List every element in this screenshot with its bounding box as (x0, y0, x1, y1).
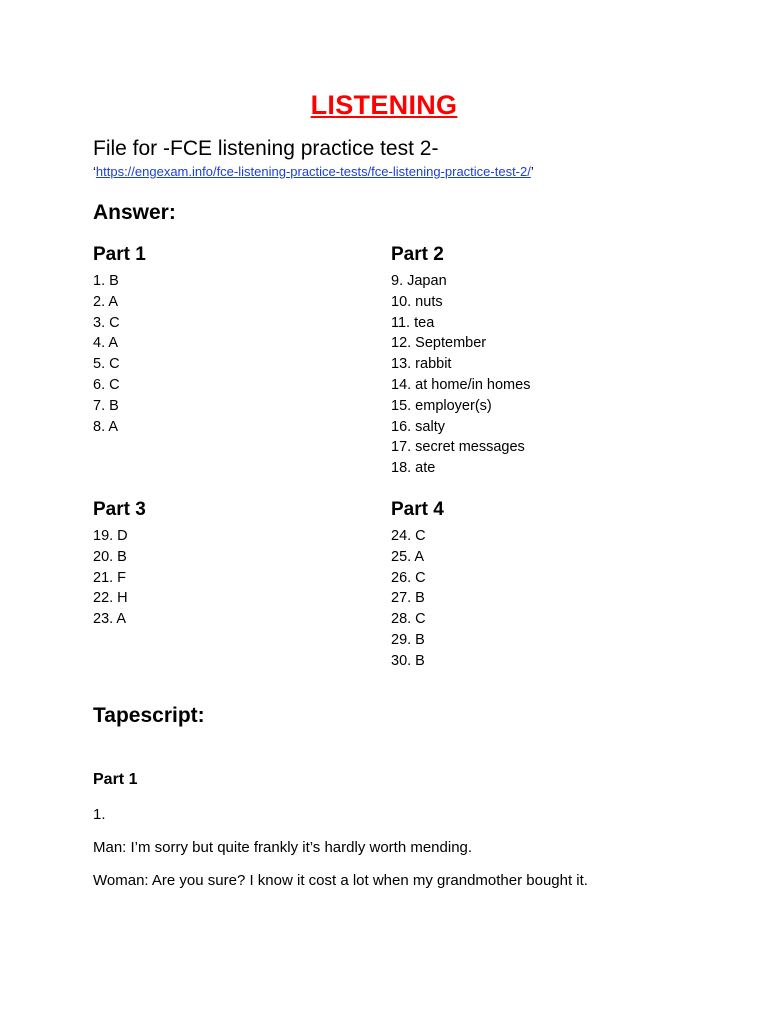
part-heading: Part 2 (391, 244, 444, 265)
answer-item: 30. B (391, 652, 425, 669)
answer-item: 3. C (93, 314, 120, 331)
answers-part-1 (93, 243, 146, 437)
answers-part-4 (391, 498, 444, 672)
answer-item: 19. D (93, 528, 128, 544)
answer-item: 28. C (391, 611, 426, 628)
source-link-line (93, 164, 534, 179)
answers-part-2 (391, 243, 530, 479)
answer-item: 5. C (93, 356, 120, 373)
answer-item: 13. rabbit (391, 356, 452, 373)
answer-item: 4. A (93, 335, 118, 352)
answer-item: 17. secret messages (391, 439, 525, 456)
answer-item: 18. ate (391, 460, 436, 477)
answer-item: 14. at home/in homes (391, 376, 531, 393)
tapescript-line: Woman: Are you sure? I know it cost a lot when my grandmother bought it. (93, 872, 588, 889)
link-close-quote: ’ (530, 164, 534, 179)
answer-item: 2. A (93, 293, 118, 310)
answer-item: 8. A (93, 418, 118, 435)
answer-item: 12. September (391, 335, 487, 352)
answer-item: 6. C (93, 376, 120, 393)
answer-item: 21. F (93, 569, 127, 586)
answer-item: 15. employer(s) (391, 397, 492, 414)
part-heading: Part 3 (93, 499, 146, 520)
tapescript-heading: Tapescript: (93, 704, 205, 727)
answer-heading: Answer: (93, 201, 176, 224)
answer-item: 25. A (391, 548, 425, 565)
answer-list (391, 271, 530, 479)
answer-item: 20. B (93, 548, 127, 565)
answer-item: 1. B (93, 273, 119, 289)
answer-item: 16. salty (391, 418, 445, 435)
answer-item: 22. H (93, 590, 128, 607)
answer-list (391, 526, 444, 672)
answer-item: 24. C (391, 528, 426, 544)
answer-item: 9. Japan (391, 273, 447, 289)
answer-list (93, 526, 146, 630)
tapescript-part-heading: Part 1 (93, 771, 138, 788)
answer-item: 7. B (93, 397, 119, 414)
answer-item: 23. A (93, 611, 127, 628)
link-open-quote: ‘ (93, 164, 96, 179)
file-description: File for -FCE listening practice test 2- (93, 137, 439, 160)
answers-part-3 (93, 498, 146, 630)
answer-item: 29. B (391, 631, 425, 648)
page-title: LISTENING (310, 90, 458, 120)
part-heading: Part 4 (391, 499, 444, 520)
tapescript-item-number: 1. (93, 806, 106, 823)
answer-item: 26. C (391, 569, 426, 586)
answer-item: 11. tea (391, 314, 435, 331)
answer-item: 27. B (391, 590, 425, 607)
answer-list (93, 271, 146, 437)
answer-item: 10. nuts (391, 293, 443, 310)
tapescript-line: Man: I’m sorry but quite frankly it’s hardly worth mending. (93, 839, 473, 856)
source-link[interactable]: https://engexam.info/fce-listening-practice-tests/fce-listening-practice-test-2/ (95, 164, 531, 179)
part-heading: Part 1 (93, 244, 146, 265)
